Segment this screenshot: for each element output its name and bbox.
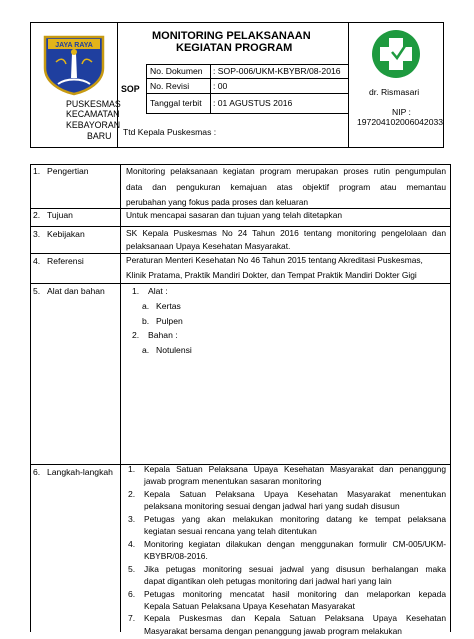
row-number: 4. [33, 256, 41, 266]
meta-label: No. Dokumen [150, 66, 203, 76]
row-label: Langkah-langkah [47, 467, 113, 477]
row-number: 2. [33, 210, 41, 220]
org-name-line: BARU [87, 131, 112, 141]
puskesmas-logo [365, 28, 427, 80]
item-text: Pulpen [156, 316, 183, 326]
step-line: Jika petugas monitoring sesuai jadwal yang disusun berhalangan maka [144, 563, 446, 574]
document-title: KEGIATAN PROGRAM [176, 42, 293, 54]
org-name-line: PUSKESMAS [66, 99, 121, 109]
jaya-raya-logo [42, 34, 106, 96]
row-number: 6. [33, 467, 41, 477]
row-number: 5. [33, 286, 41, 296]
step-number: 4. [128, 538, 136, 549]
item-number: a. [142, 301, 150, 311]
row-label: Pengertian [47, 166, 89, 176]
group-number: 2. [132, 330, 140, 340]
row-text-line: Monitoring pelaksanaan kegiatan program merupakan proses rutin pengumpulan [126, 166, 446, 176]
meta-label: No. Revisi [150, 81, 190, 91]
org-name-line: KEBAYORAN [66, 120, 121, 130]
step-line: dapat digantikan oleh petugas monitoring dari jadwal hari yang lain [144, 575, 392, 586]
item-text: Notulensi [156, 345, 192, 355]
meta-label: Tanggal terbit [150, 98, 202, 108]
step-line: Masyarakat bersama dengan penanggung jawab program melakukan [144, 625, 402, 636]
row-text-line: pelaksanaan Upaya Kesehatan Masyarakat. [126, 241, 291, 251]
step-line: Kepala Puskesmas dan Kepala Satuan Pelaksana Upaya Kesehatan [144, 613, 446, 624]
step-line: Kepala Satuan Pelaksana Upaya Kesehatan Masyarakat dan penanggung [144, 464, 446, 474]
row-text-line: perubahan yang fokus pada proses dan keluaran [126, 197, 309, 207]
row-label: Alat dan bahan [47, 286, 105, 296]
doctor-name: dr. Rismasari [369, 87, 420, 97]
step-number: 2. [128, 488, 136, 499]
signature-label: Ttd Kepala Puskesmas : [123, 127, 217, 137]
meta-value: : 01 AGUSTUS 2016 [213, 98, 293, 108]
step-line: Petugas yang akan melakukan monitoring datang ke tempat pelaksana [144, 513, 446, 524]
item-text: Kertas [156, 301, 181, 311]
step-number: 5. [128, 563, 136, 574]
row-text-line: data dan pengukuran kemajuan atas objektif program atau memantau [126, 182, 446, 192]
meta-value: : 00 [213, 81, 228, 91]
step-line: pelaksana monitoring sesuai dengan jadwal hari yang sudah disusun [144, 501, 400, 512]
row-label: Referensi [47, 256, 84, 266]
step-line: Kepala Satuan Pelaksana Upaya Kesehatan Masyarakat menentukan [144, 488, 446, 499]
group-label: Alat : [148, 286, 168, 296]
row-text-line: Klinik Pratama, Praktik Mandiri Dokter, dan Tempat Praktik Mandiri Dokter Gigi [126, 270, 417, 280]
group-label: Bahan : [148, 330, 178, 340]
row-number: 1. [33, 166, 41, 176]
nip-value: 197204102006042033 [357, 117, 444, 127]
step-line: jawab program menentukan sasaran monitoring [144, 476, 322, 487]
step-line: KBYBR/08-2016. [144, 550, 208, 561]
step-line: Monitoring kegiatan dilakukan dengan menggunakan formulir CM-005/UKM- [144, 538, 446, 549]
row-text-line: SK Kepala Puskesmas No 24 Tahun 2016 tentang monitoring pengelolaan dan [126, 228, 446, 238]
svg-text:JAYA RAYA: JAYA RAYA [55, 42, 93, 49]
row-label: Kebijakan [47, 229, 85, 239]
item-number: a. [142, 345, 150, 355]
row-number: 3. [33, 229, 41, 239]
document-title: MONITORING PELAKSANAAN [152, 30, 311, 42]
step-number: 7. [128, 613, 136, 624]
row-text-line: Peraturan Menteri Kesehatan No 46 Tahun 2015 tentang Akreditasi Puskesmas, [126, 255, 423, 265]
item-number: b. [142, 316, 150, 326]
nip-label: NIP : [392, 107, 411, 117]
step-number: 1. [128, 464, 136, 474]
step-line: kegiatan sesuai rencana yang telah ditentukan [144, 526, 317, 536]
row-text-line: Untuk mencapai sasaran dan tujuan yang telah ditetapkan [126, 210, 343, 220]
group-number: 1. [132, 286, 140, 296]
org-name-line: KECAMATAN [66, 109, 120, 119]
step-line: Petugas monitoring mencatat hasil monitoring dan melaporkan kepada [144, 588, 446, 599]
step-number: 6. [128, 588, 136, 599]
step-number: 3. [128, 513, 136, 524]
sop-label: SOP [121, 84, 140, 94]
step-line: Kepala Satuan Pelaksana Upaya Kesehatan Masyarakat [144, 600, 355, 611]
row-label: Tujuan [47, 210, 73, 220]
meta-value: : SOP-006/UKM-KBYBR/08-2016 [213, 66, 341, 76]
